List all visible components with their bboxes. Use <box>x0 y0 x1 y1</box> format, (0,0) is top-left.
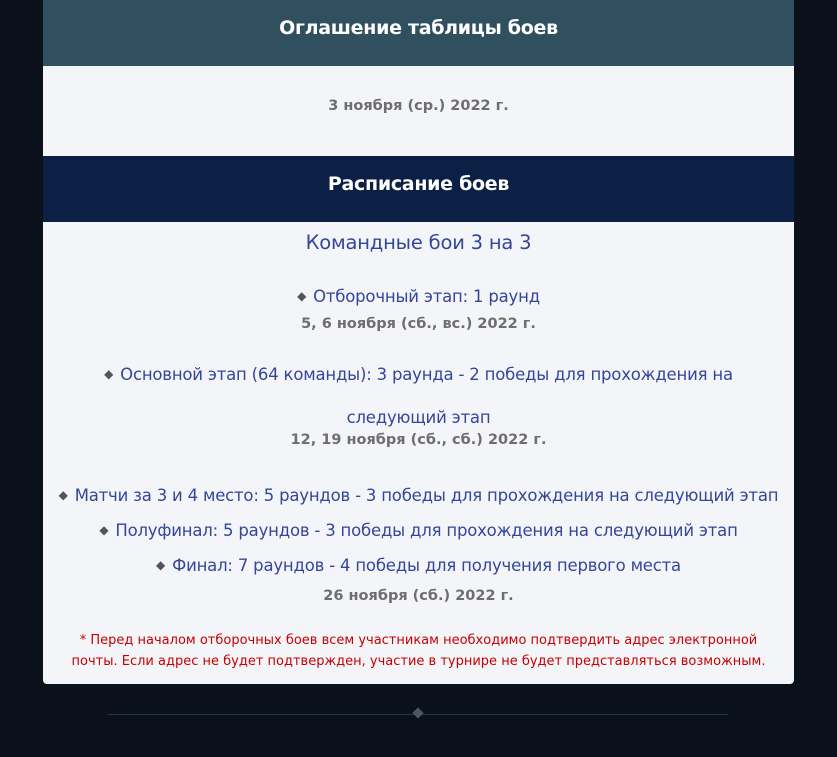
stage-label: Основной этап (64 команды): 3 раунда - 2 победы для прохождения на следующий этап <box>120 365 733 427</box>
stage-semifinal <box>43 514 794 549</box>
schedule-content <box>43 230 794 672</box>
stage-label: Матчи за 3 и 4 место: 5 раундов - 3 победы для прохождения на следующий этап <box>74 486 779 505</box>
stage-label-row <box>43 514 794 549</box>
stage-label: Полуфинал: 5 раундов - 3 победы для прохождения на следующий этап <box>115 521 738 540</box>
stage-label: Отборочный этап: 1 раунд <box>313 287 540 306</box>
diamond-bullet-icon: ◆ <box>156 558 166 572</box>
stage-third-place <box>43 479 794 514</box>
stage-final <box>43 549 794 608</box>
stage-date: 12, 19 ноября (сб., сб.) 2022 г. <box>290 432 547 448</box>
divider-diamond-icon <box>412 707 423 718</box>
section-title: Командные бои 3 на 3 <box>305 231 532 254</box>
diamond-bullet-icon: ◆ <box>104 367 114 381</box>
stage-label-row <box>43 479 794 514</box>
stage-date: 5, 6 ноября (сб., вс.) 2022 г. <box>301 316 536 332</box>
stage-qualifying <box>43 283 794 336</box>
stage-label-row <box>55 354 782 438</box>
email-confirmation-note: * Перед началом отборочных боев всем участникам необходимо подтвердить адрес электронной почты. Если адрес не будет подтвержден, участие в турнире не будет представляться возможным. <box>71 633 766 669</box>
announcement-date: 3 ноября (ср.) 2022 г. <box>328 98 509 114</box>
announcement-header: Оглашение таблицы боев <box>43 0 794 66</box>
diamond-bullet-icon: ◆ <box>99 523 109 537</box>
schedule-header: Расписание боев <box>43 156 794 222</box>
stage-label: Финал: 7 раундов - 4 победы для получения первого места <box>172 556 681 575</box>
diamond-bullet-icon: ◆ <box>58 488 68 502</box>
stage-label-row <box>43 283 794 312</box>
stage-main <box>43 354 794 452</box>
stage-label-row <box>43 549 794 584</box>
stage-date: 26 ноября (сб.) 2022 г. <box>323 588 514 604</box>
tournament-card <box>43 0 794 684</box>
diamond-bullet-icon: ◆ <box>297 289 307 303</box>
